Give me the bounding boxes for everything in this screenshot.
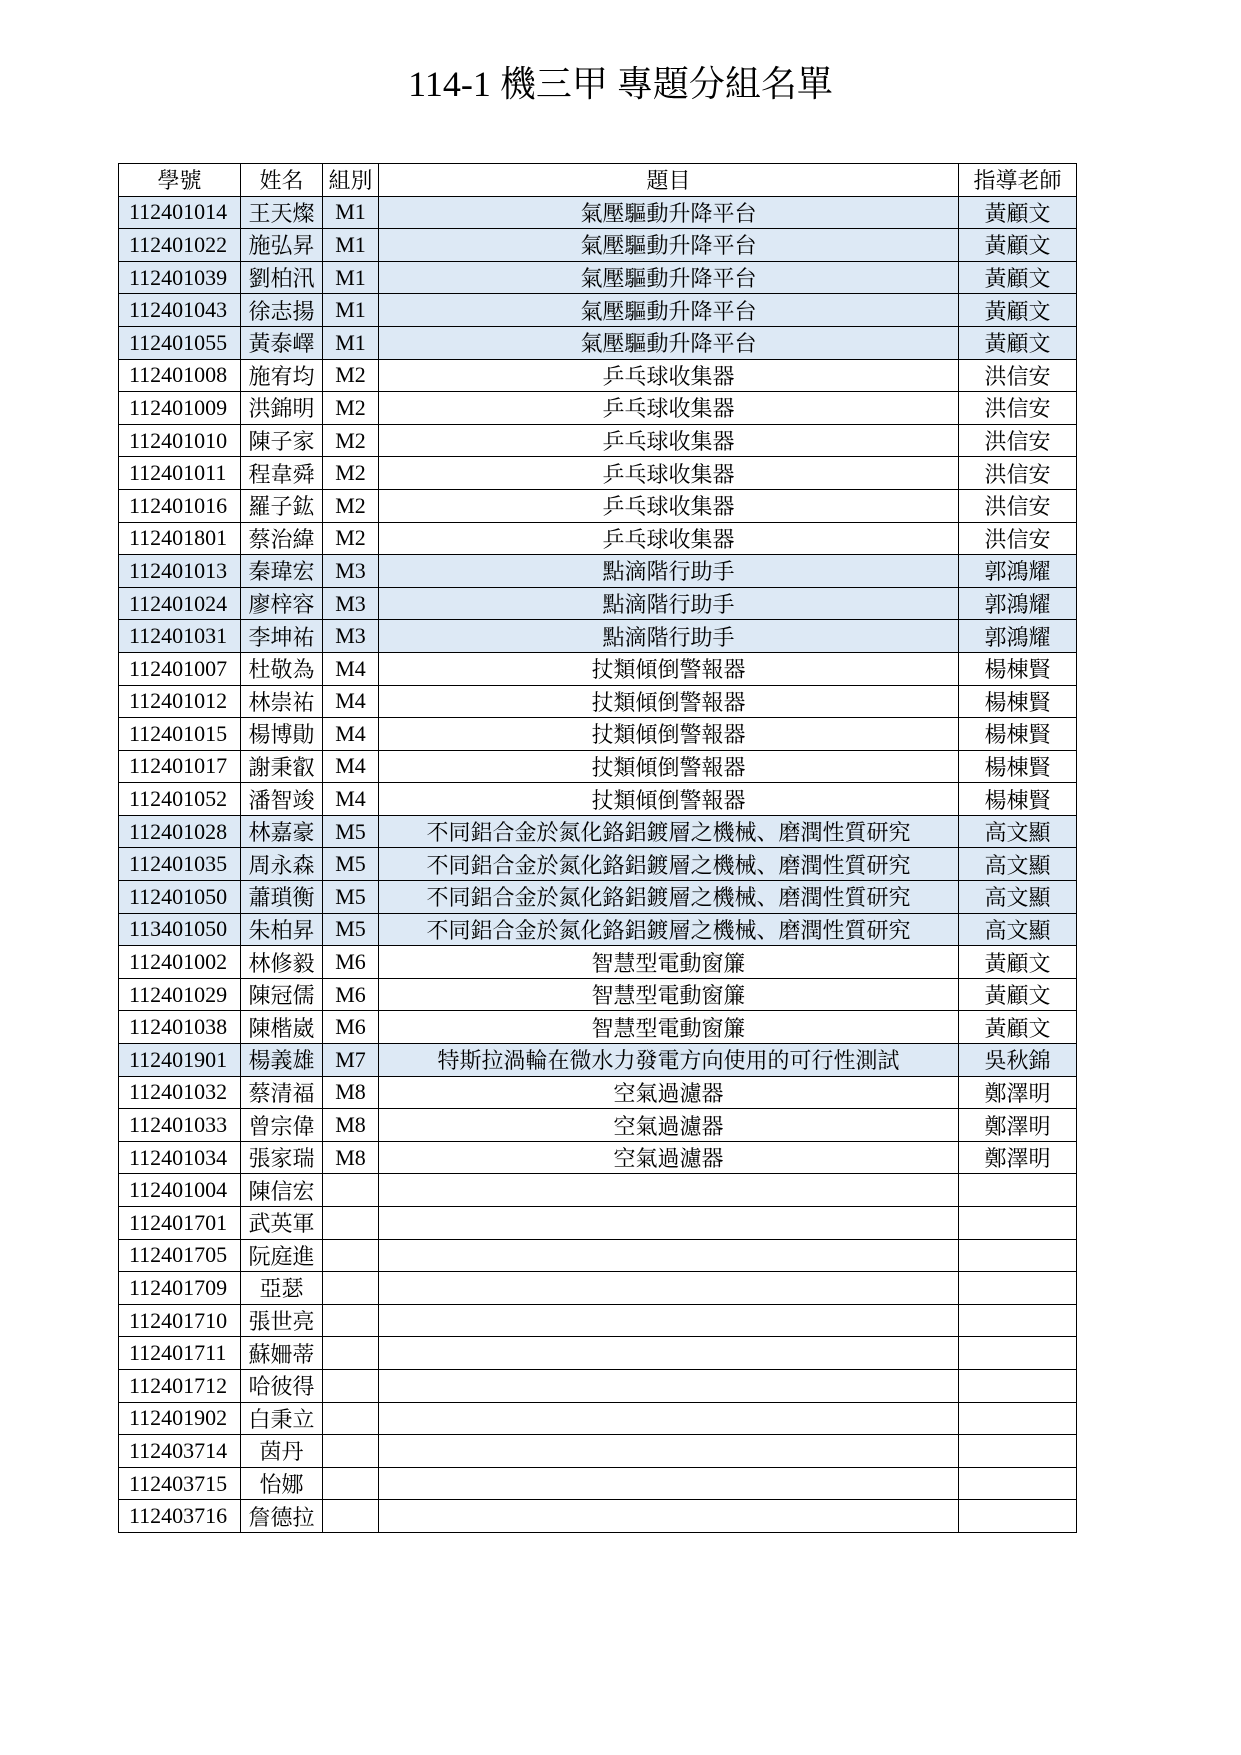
cell-advisor: 黃顧文 <box>959 229 1077 262</box>
cell-advisor <box>959 1467 1077 1500</box>
cell-name: 洪錦明 <box>241 392 323 425</box>
cell-advisor <box>959 1207 1077 1240</box>
table-row <box>119 913 1077 946</box>
cell-student-id: 112401016 <box>119 489 241 522</box>
cell-name: 陳冠儒 <box>241 978 323 1011</box>
cell-advisor: 楊棟賢 <box>959 652 1077 685</box>
cell-topic: 乒乓球收集器 <box>379 489 959 522</box>
cell-advisor: 洪信安 <box>959 522 1077 555</box>
cell-topic <box>379 1369 959 1402</box>
cell-advisor: 黃顧文 <box>959 294 1077 327</box>
cell-topic <box>379 1337 959 1370</box>
cell-student-id: 112401035 <box>119 848 241 881</box>
cell-topic <box>379 1402 959 1435</box>
cell-group: M5 <box>323 848 379 881</box>
cell-topic: 扙類傾倒警報器 <box>379 783 959 816</box>
cell-topic: 扙類傾倒警報器 <box>379 685 959 718</box>
cell-group: M6 <box>323 1011 379 1044</box>
header-advisor: 指導老師 <box>959 164 1077 197</box>
cell-group: M1 <box>323 326 379 359</box>
cell-topic: 特斯拉渦輪在微水力發電方向使用的可行性測試 <box>379 1044 959 1077</box>
cell-name: 蔡治緯 <box>241 522 323 555</box>
cell-student-id: 112401055 <box>119 326 241 359</box>
cell-group: M3 <box>323 555 379 588</box>
cell-name: 廖梓容 <box>241 587 323 620</box>
cell-advisor: 高文顯 <box>959 881 1077 914</box>
cell-topic: 空氣過濾器 <box>379 1141 959 1174</box>
table-row <box>119 1402 1077 1435</box>
cell-topic: 不同鋁合金於氮化鉻鋁鍍層之機械、磨潤性質研究 <box>379 848 959 881</box>
cell-student-id: 112401014 <box>119 196 241 229</box>
cell-advisor: 楊棟賢 <box>959 718 1077 751</box>
table-row <box>119 326 1077 359</box>
cell-advisor: 楊棟賢 <box>959 750 1077 783</box>
cell-name: 李坤祐 <box>241 620 323 653</box>
page-title: 114-1 機三甲 專題分組名單 <box>408 64 833 104</box>
cell-group: M4 <box>323 783 379 816</box>
cell-advisor: 鄭澤明 <box>959 1141 1077 1174</box>
cell-student-id: 112401701 <box>119 1207 241 1240</box>
table-row <box>119 1500 1077 1533</box>
group-roster-table <box>118 163 1077 1533</box>
cell-name: 蕭瑣衡 <box>241 881 323 914</box>
cell-group: M1 <box>323 261 379 294</box>
cell-advisor: 鄭澤明 <box>959 1109 1077 1142</box>
cell-name: 白秉立 <box>241 1402 323 1435</box>
cell-student-id: 112401801 <box>119 522 241 555</box>
table-row <box>119 978 1077 1011</box>
cell-student-id: 112401012 <box>119 685 241 718</box>
cell-name: 潘智竣 <box>241 783 323 816</box>
cell-topic: 不同鋁合金於氮化鉻鋁鍍層之機械、磨潤性質研究 <box>379 815 959 848</box>
cell-topic: 不同鋁合金於氮化鉻鋁鍍層之機械、磨潤性質研究 <box>379 881 959 914</box>
cell-group: M8 <box>323 1076 379 1109</box>
cell-topic: 扙類傾倒警報器 <box>379 652 959 685</box>
cell-topic <box>379 1435 959 1468</box>
cell-advisor: 洪信安 <box>959 457 1077 490</box>
cell-student-id: 112401038 <box>119 1011 241 1044</box>
cell-student-id: 112401017 <box>119 750 241 783</box>
cell-student-id: 112403716 <box>119 1500 241 1533</box>
table-row <box>119 587 1077 620</box>
cell-advisor: 黃顧文 <box>959 196 1077 229</box>
table-row <box>119 1239 1077 1272</box>
table-row <box>119 1011 1077 1044</box>
table-header-row <box>119 164 1077 197</box>
cell-student-id: 112401031 <box>119 620 241 653</box>
cell-topic <box>379 1174 959 1207</box>
cell-name: 羅子鈜 <box>241 489 323 522</box>
cell-topic: 乒乓球收集器 <box>379 457 959 490</box>
header-student-id: 學號 <box>119 164 241 197</box>
cell-topic: 智慧型電動窗簾 <box>379 978 959 1011</box>
cell-student-id: 113401050 <box>119 913 241 946</box>
cell-topic: 乒乓球收集器 <box>379 424 959 457</box>
cell-name: 陳楷崴 <box>241 1011 323 1044</box>
cell-topic: 乒乓球收集器 <box>379 392 959 425</box>
cell-student-id: 112403714 <box>119 1435 241 1468</box>
header-name: 姓名 <box>241 164 323 197</box>
cell-student-id: 112403715 <box>119 1467 241 1500</box>
cell-student-id: 112401004 <box>119 1174 241 1207</box>
cell-name: 張家瑞 <box>241 1141 323 1174</box>
cell-name: 詹德拉 <box>241 1500 323 1533</box>
cell-group: M5 <box>323 913 379 946</box>
cell-advisor: 洪信安 <box>959 392 1077 425</box>
cell-group: M6 <box>323 978 379 1011</box>
cell-name: 陳信宏 <box>241 1174 323 1207</box>
cell-student-id: 112401024 <box>119 587 241 620</box>
cell-student-id: 112401052 <box>119 783 241 816</box>
cell-name: 朱柏昇 <box>241 913 323 946</box>
cell-group: M4 <box>323 652 379 685</box>
cell-advisor: 楊棟賢 <box>959 783 1077 816</box>
table-row <box>119 946 1077 979</box>
cell-advisor: 黃顧文 <box>959 326 1077 359</box>
cell-topic: 不同鋁合金於氮化鉻鋁鍍層之機械、磨潤性質研究 <box>379 913 959 946</box>
cell-name: 林嘉豪 <box>241 815 323 848</box>
table-row <box>119 1141 1077 1174</box>
cell-student-id: 112401007 <box>119 652 241 685</box>
cell-name: 怡娜 <box>241 1467 323 1500</box>
cell-advisor: 楊棟賢 <box>959 685 1077 718</box>
cell-topic: 點滴階行助手 <box>379 587 959 620</box>
cell-student-id: 112401022 <box>119 229 241 262</box>
cell-student-id: 112401709 <box>119 1272 241 1305</box>
cell-name: 林修毅 <box>241 946 323 979</box>
cell-group: M8 <box>323 1109 379 1142</box>
table-row <box>119 685 1077 718</box>
cell-group: M5 <box>323 815 379 848</box>
cell-advisor: 郭鴻耀 <box>959 555 1077 588</box>
table-row <box>119 848 1077 881</box>
cell-advisor <box>959 1304 1077 1337</box>
cell-student-id: 112401011 <box>119 457 241 490</box>
cell-group: M2 <box>323 489 379 522</box>
cell-group <box>323 1207 379 1240</box>
cell-name: 王天燦 <box>241 196 323 229</box>
cell-group: M2 <box>323 522 379 555</box>
cell-advisor <box>959 1435 1077 1468</box>
table-row <box>119 1435 1077 1468</box>
cell-topic: 氣壓驅動升降平台 <box>379 196 959 229</box>
table-row <box>119 815 1077 848</box>
table-row <box>119 718 1077 751</box>
cell-name: 徐志揚 <box>241 294 323 327</box>
cell-group: M4 <box>323 685 379 718</box>
cell-student-id: 112401712 <box>119 1369 241 1402</box>
cell-advisor <box>959 1272 1077 1305</box>
cell-topic: 智慧型電動窗簾 <box>379 946 959 979</box>
cell-topic: 點滴階行助手 <box>379 620 959 653</box>
cell-name: 施弘昇 <box>241 229 323 262</box>
cell-advisor <box>959 1239 1077 1272</box>
cell-group <box>323 1500 379 1533</box>
cell-topic: 氣壓驅動升降平台 <box>379 326 959 359</box>
cell-name: 阮庭進 <box>241 1239 323 1272</box>
cell-topic <box>379 1207 959 1240</box>
cell-group: M1 <box>323 294 379 327</box>
cell-name: 程韋舜 <box>241 457 323 490</box>
cell-student-id: 112401009 <box>119 392 241 425</box>
cell-advisor: 黃顧文 <box>959 978 1077 1011</box>
table-row <box>119 522 1077 555</box>
table-row <box>119 1467 1077 1500</box>
cell-group: M3 <box>323 620 379 653</box>
cell-topic <box>379 1304 959 1337</box>
cell-advisor: 高文顯 <box>959 848 1077 881</box>
cell-group: M4 <box>323 718 379 751</box>
cell-student-id: 112401032 <box>119 1076 241 1109</box>
table-row <box>119 457 1077 490</box>
table-row <box>119 1304 1077 1337</box>
cell-name: 秦瑋宏 <box>241 555 323 588</box>
cell-student-id: 112401039 <box>119 261 241 294</box>
cell-advisor: 郭鴻耀 <box>959 620 1077 653</box>
cell-name: 施宥均 <box>241 359 323 392</box>
cell-student-id: 112401711 <box>119 1337 241 1370</box>
table-row <box>119 555 1077 588</box>
cell-topic <box>379 1500 959 1533</box>
table-row <box>119 881 1077 914</box>
cell-group: M6 <box>323 946 379 979</box>
cell-name: 曾宗偉 <box>241 1109 323 1142</box>
cell-student-id: 112401902 <box>119 1402 241 1435</box>
table-row <box>119 294 1077 327</box>
cell-advisor: 洪信安 <box>959 424 1077 457</box>
table-row <box>119 783 1077 816</box>
cell-group: M7 <box>323 1044 379 1077</box>
cell-advisor: 高文顯 <box>959 913 1077 946</box>
cell-topic: 扙類傾倒警報器 <box>379 750 959 783</box>
cell-advisor: 吳秋錦 <box>959 1044 1077 1077</box>
table-body <box>119 196 1077 1532</box>
cell-student-id: 112401028 <box>119 815 241 848</box>
cell-student-id: 112401008 <box>119 359 241 392</box>
cell-name: 茵丹 <box>241 1435 323 1468</box>
table-row <box>119 196 1077 229</box>
cell-group <box>323 1337 379 1370</box>
cell-topic: 扙類傾倒警報器 <box>379 718 959 751</box>
table-row <box>119 229 1077 262</box>
table-row <box>119 1044 1077 1077</box>
cell-advisor: 鄭澤明 <box>959 1076 1077 1109</box>
cell-advisor <box>959 1369 1077 1402</box>
cell-name: 哈彼得 <box>241 1369 323 1402</box>
table-row <box>119 652 1077 685</box>
cell-student-id: 112401015 <box>119 718 241 751</box>
cell-advisor: 洪信安 <box>959 359 1077 392</box>
cell-name: 楊博勛 <box>241 718 323 751</box>
cell-topic <box>379 1239 959 1272</box>
cell-student-id: 112401013 <box>119 555 241 588</box>
table-row <box>119 1109 1077 1142</box>
cell-student-id: 112401901 <box>119 1044 241 1077</box>
cell-name: 黃泰嶧 <box>241 326 323 359</box>
cell-name: 蘇姍蒂 <box>241 1337 323 1370</box>
cell-name: 杜敬為 <box>241 652 323 685</box>
cell-group: M2 <box>323 359 379 392</box>
cell-topic: 智慧型電動窗簾 <box>379 1011 959 1044</box>
table-row <box>119 1207 1077 1240</box>
cell-name: 亞瑟 <box>241 1272 323 1305</box>
cell-topic: 氣壓驅動升降平台 <box>379 294 959 327</box>
cell-group: M4 <box>323 750 379 783</box>
cell-group: M8 <box>323 1141 379 1174</box>
cell-topic: 空氣過濾器 <box>379 1109 959 1142</box>
cell-name: 武英軍 <box>241 1207 323 1240</box>
table-row <box>119 489 1077 522</box>
cell-advisor <box>959 1500 1077 1533</box>
cell-topic <box>379 1272 959 1305</box>
cell-group <box>323 1402 379 1435</box>
cell-name: 蔡清福 <box>241 1076 323 1109</box>
cell-topic: 乒乓球收集器 <box>379 359 959 392</box>
cell-group: M1 <box>323 196 379 229</box>
cell-student-id: 112401710 <box>119 1304 241 1337</box>
header-topic: 題目 <box>379 164 959 197</box>
cell-name: 林崇祐 <box>241 685 323 718</box>
cell-topic: 氣壓驅動升降平台 <box>379 229 959 262</box>
cell-topic: 乒乓球收集器 <box>379 522 959 555</box>
cell-student-id: 112401705 <box>119 1239 241 1272</box>
cell-group <box>323 1435 379 1468</box>
cell-topic: 氣壓驅動升降平台 <box>379 261 959 294</box>
table-row <box>119 1369 1077 1402</box>
table-row <box>119 424 1077 457</box>
cell-group <box>323 1239 379 1272</box>
cell-student-id: 112401002 <box>119 946 241 979</box>
table-row <box>119 1076 1077 1109</box>
cell-student-id: 112401050 <box>119 881 241 914</box>
cell-advisor: 黃顧文 <box>959 261 1077 294</box>
cell-name: 謝秉叡 <box>241 750 323 783</box>
table-row <box>119 1272 1077 1305</box>
cell-student-id: 112401010 <box>119 424 241 457</box>
cell-group: M2 <box>323 424 379 457</box>
cell-group: M2 <box>323 457 379 490</box>
cell-group: M1 <box>323 229 379 262</box>
cell-student-id: 112401043 <box>119 294 241 327</box>
cell-group <box>323 1272 379 1305</box>
cell-name: 劉柏汛 <box>241 261 323 294</box>
table-row <box>119 359 1077 392</box>
table-row <box>119 750 1077 783</box>
cell-group <box>323 1174 379 1207</box>
cell-student-id: 112401034 <box>119 1141 241 1174</box>
cell-advisor <box>959 1402 1077 1435</box>
cell-group: M3 <box>323 587 379 620</box>
cell-group: M2 <box>323 392 379 425</box>
table-row <box>119 1337 1077 1370</box>
table-row <box>119 1174 1077 1207</box>
cell-group: M5 <box>323 881 379 914</box>
cell-group <box>323 1369 379 1402</box>
cell-advisor: 洪信安 <box>959 489 1077 522</box>
cell-group <box>323 1304 379 1337</box>
cell-name: 周永森 <box>241 848 323 881</box>
table-row <box>119 261 1077 294</box>
cell-name: 陳子家 <box>241 424 323 457</box>
cell-topic: 點滴階行助手 <box>379 555 959 588</box>
cell-advisor: 郭鴻耀 <box>959 587 1077 620</box>
cell-topic <box>379 1467 959 1500</box>
cell-advisor <box>959 1337 1077 1370</box>
table-row <box>119 620 1077 653</box>
cell-advisor <box>959 1174 1077 1207</box>
cell-student-id: 112401033 <box>119 1109 241 1142</box>
cell-group <box>323 1467 379 1500</box>
table-row <box>119 392 1077 425</box>
cell-name: 張世亮 <box>241 1304 323 1337</box>
cell-advisor: 高文顯 <box>959 815 1077 848</box>
cell-advisor: 黃顧文 <box>959 1011 1077 1044</box>
header-group: 組別 <box>323 164 379 197</box>
cell-student-id: 112401029 <box>119 978 241 1011</box>
cell-advisor: 黃顧文 <box>959 946 1077 979</box>
cell-name: 楊義雄 <box>241 1044 323 1077</box>
cell-topic: 空氣過濾器 <box>379 1076 959 1109</box>
